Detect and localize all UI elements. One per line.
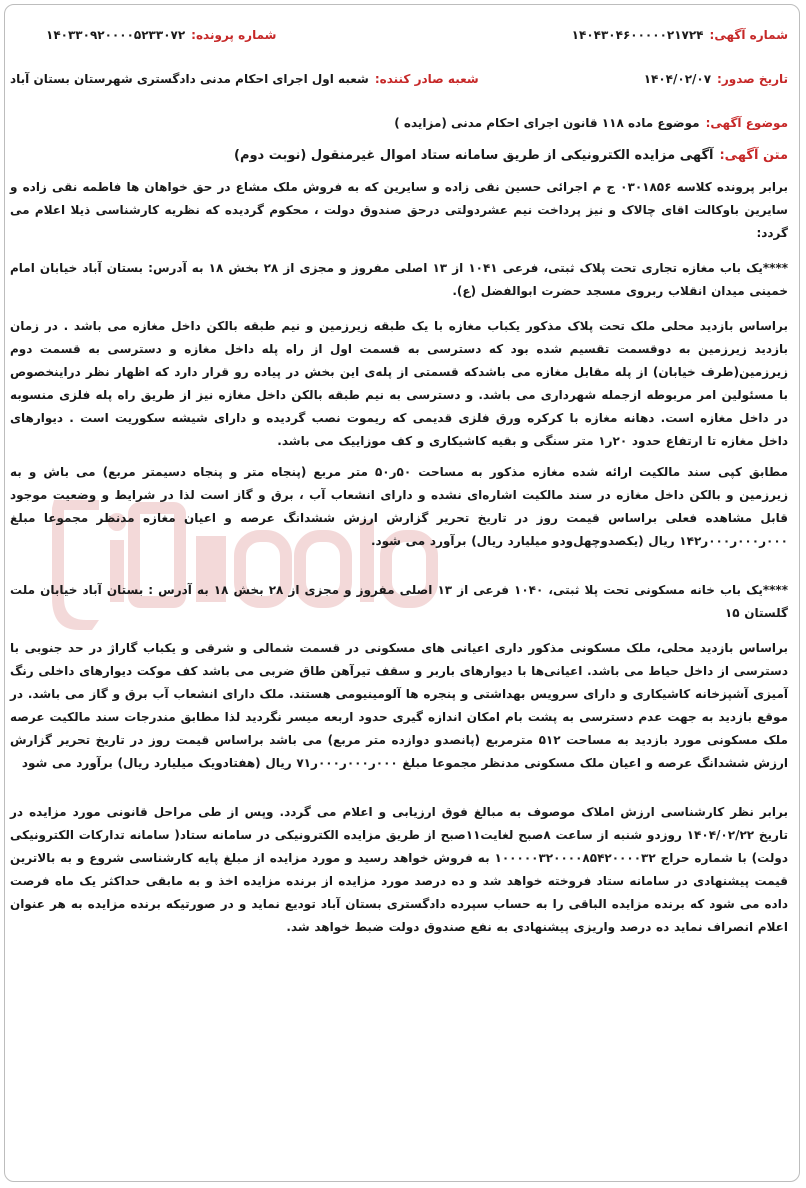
notice-number-label: شماره آگهی: [709,28,788,42]
file-number-value: ۱۴۰۳۳۰۹۲۰۰۰۰۵۲۳۳۰۷۲ [46,28,186,42]
meta-row-1 [10,24,788,68]
issue-date [644,68,788,91]
notice-number [572,24,788,47]
issuing-branch-label: شعبه صادر کننده: [374,72,479,86]
notice-subject [10,112,788,144]
notice-text-value: آگهی مزایده الکترونیکی از طریق سامانه ستاد اموال غیرمنقول (نوبت دوم) [234,148,714,163]
intro-paragraph: برابر پرونده کلاسه ۰۳۰۱۸۵۶ ج م اجرائی حسین نقی زاده و سایرین که به فروش ملک مشاع در حق خواهان ها فاطمه نقی زاده و سایرین باوکالت اقای چالاک و نیز پرداخت نیم عشردولتی درحق صندوق دولت ، محکوم گردیده که نظریه کارشناسی ذیلا اعلام می گردد: [10,180,788,240]
notice-text-title [10,144,788,176]
item1-valuation: مطابق کپی سند مالکیت ارائه شده مغازه مذکور به مساحت ۵۰ر۵۰ متر مربع (پنجاه متر و پنجاه دسیمتر مربع) می باش و به زیرزمین و بالکن داخل مغازه در سند مالکیت اشاره‌ای نشده و دارای انشعاب آب ، برق و گاز است لذا در شرایط و وضعیت موجود قابل مشاهده فعلی براساس قیمت روز در تاریخ تحریر گزارش ارزش ششدانگ عرصه و اعیان مغازه مدنظر مجموعا مبلغ ۰۰۰ر۰۰۰ر۰۰۰ر۱۴۲ ریال (یکصدوچهل‌ودو میلیارد ریال) برآورد می شود. [10,465,788,548]
file-number-label: شماره پرونده: [191,28,277,42]
notice-text-label: متن آگهی: [719,148,788,163]
meta-row-2 [10,68,788,112]
notice-subject-label: موضوع آگهی: [705,116,788,130]
issuing-branch [10,68,479,91]
issuing-branch-value: شعبه اول اجرای احکام مدنی دادگستری شهرستان بستان آباد [10,72,369,86]
notice-content [10,24,788,939]
item1-description: براساس بازدید محلی ملک تحت پلاک مذکور یکباب مغازه با یک طبقه زیرزمین و نیم طبقه بالکن داخل مغازه می باشد . در زمان بازدید زیرزمین به دوقسمت تقسیم شده بود که دسترسی به قسمت اول از راه پله داخل مغازه و دسترسی به قسمت دوم زیرزمین(طرف خیابان) از پله مقابل مغازه می باشدکه قسمتی از پله‌ی این بخش در پیاده رو قرار دارد که اظهار نظر دراینخصوص با مسئولین امر مربوطه ازجمله شهرداری می باشد. و دسترسی به نیم طبقه بالکن داخل مغازه نیز از طریق راه پله فلزی منسوبه در داخل مغازه است. دهانه مغازه با کرکره ورق فلزی قدیمی که ریموت نصب گردیده و دارای شیشه سکوریت است . دیوارهای داخل مغازه تا ارتفاع حدود ۲۰ر۱ متر سنگی و بقیه کاشیکاری و کف موزاییک می باشد. [10,319,788,448]
file-number [46,24,276,47]
item2-title: ****یک باب خانه مسکونی تحت پلا ثبتی، ۱۰۴۰ فرعی از ۱۳ اصلی مفروز و مجزی از ۲۸ بخش ۱۸ به آدرس : بستان آباد خیابان ملت گلستان ۱۵ [10,583,788,620]
closing-paragraph: برابر نظر کارشناسی ارزش املاک موصوف به مبالغ فوق ارزیابی و اعلام می گردد. وپس از طی مراحل قانونی مورد مزایده در تاریخ ۱۴۰۴/۰۲/۲۲ روزدو شنبه از ساعت ۸صبح لغایت۱۱صبح از طریق مزایده الکترونیکی در سامانه ستاد( سامانه تدارکات الکترونیکی دولت) با شماره حراج ۱۰۰۰۰۰۳۲۰۰۰۰۸۵۴۲۰۰۰۰۳۲ به فروش خواهد رسید و مورد مزایده از مبلغ پایه کارشناسی شروع و به بالاترین قیمت پیشنهادی در سامانه ستاد فروخته خواهد شد و ده درصد مورد مزایده از برنده مزایده اخذ و به مابقی حداکثر یک ماه فرصت داده می شود که برنده مزایده الباقی را به حساب سپرده دادگستری بستان آباد تودیع نماید و در صورتیکه برنده مزایده به هر عنوان اعلام انصراف نماید ده درصد واریزی پیشنهادی به نفع صندوق دولت ضبط خواهد شد. [10,805,788,934]
notice-number-value: ۱۴۰۴۳۰۴۶۰۰۰۰۰۲۱۷۲۴ [571,28,704,42]
item2-description: براساس بازدید محلی، ملک مسکونی مذکور داری اعیانی های مسکونی در قسمت شمالی و شرقی و یکباب گاراژ در حد جنوبی با دسترسی از داخل حیاط می باشد. اعیانی‌ها با دیوارهای باربر و سقف تیرآهن طاق ضربی می باشد کف موکت دیوارهای داخلی رنگ آمیزی آشپزخانه کاشیکاری و دارای سرویس بهداشتی و پنجره ها آلومینیومی هستند. ملک دارای انشعاب آب برق و گاز می باشد. در موقع بازدید به جهت عدم دسترسی به پشت بام امکان اندازه گیری حدود اربعه میسر نگردید لذا مطابق مندرجات سند مالکیت عرصه ملک مسکونی مورد بازدید به مساحت ۵۱۲ مترمربع (پانصدو دوازده متر مربع) می باشد براساس قیمت روز در تاریخ تحریر گزارش ارزش ششدانگ عرصه و اعیان ملک مسکونی مدنظر مجموعا مبلغ ۰۰۰ر۰۰۰ر۰۰۰ر۷۱ ریال (هفتادویک میلیارد ریال) برآورد می شود [10,641,788,770]
issue-date-value: ۱۴۰۴/۰۲/۰۷ [643,72,712,86]
item1-title: ****یک باب مغازه تجاری تحت پلاک ثبتی، فرعی ۱۰۴۱ از ۱۳ اصلی مفروز و مجزی از ۲۸ بخش ۱۸ به آدرس: بستان آباد خیابان امام خمینی میدان انقلاب ربروی مسجد حضرت ابوالفضل (ع). [10,261,788,298]
issue-date-label: تاریخ صدور: [717,72,788,86]
notice-subject-value: موضوع ماده ۱۱۸ قانون اجرای احکام مدنی (مزایده ) [394,116,700,130]
